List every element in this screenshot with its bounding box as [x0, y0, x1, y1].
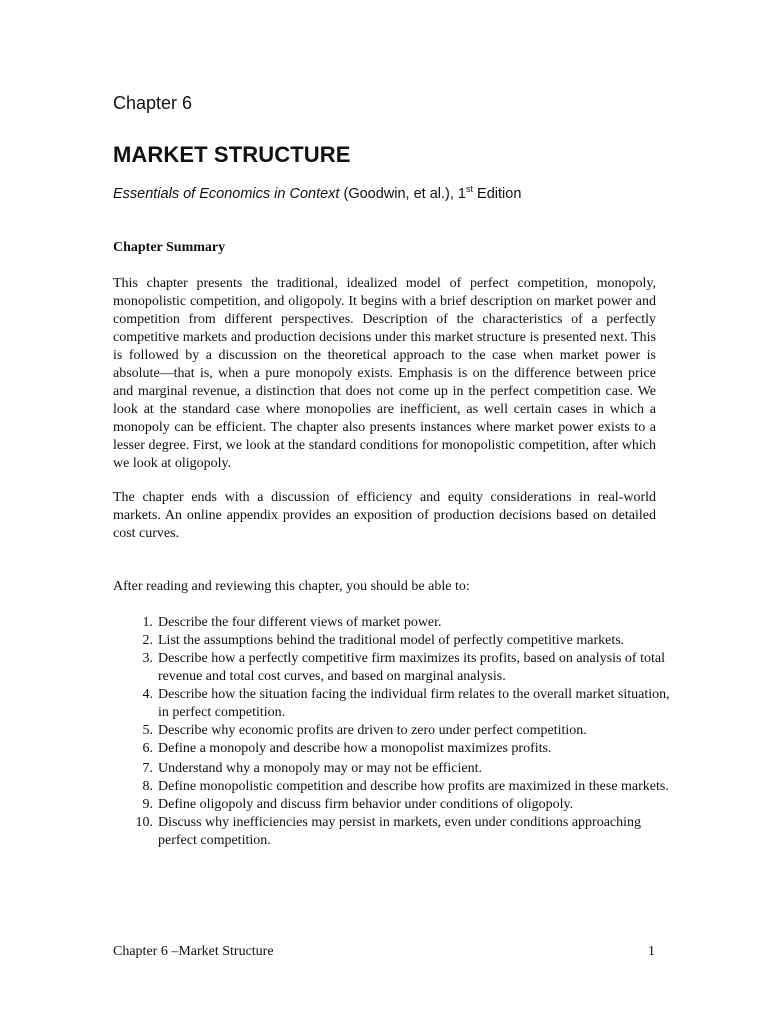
list-text: Describe how a perfectly competitive firm maximizes its profits, based on analysis of total revenue and total cost curves, and based on marginal analysis. — [158, 651, 665, 684]
list-number: 3. — [142, 651, 153, 666]
list-item — [113, 778, 673, 796]
edition-superscript: st — [466, 184, 474, 195]
list-item — [113, 740, 673, 758]
list-text: List the assumptions behind the traditional model of perfectly competitive markets. — [158, 633, 625, 648]
page-number: 1 — [648, 944, 655, 959]
list-text: Discuss why inefficiencies may persist in markets, even under conditions approaching perfect competition. — [158, 815, 642, 848]
list-number: 2. — [142, 633, 153, 648]
edition-label: Edition — [473, 186, 522, 202]
list-number: 10. — [135, 815, 153, 830]
list-text: Define a monopoly and describe how a monopolist maximizes profits. — [158, 741, 552, 756]
list-text: Describe why economic profits are driven to zero under perfect competition. — [158, 723, 587, 738]
list-item — [113, 796, 673, 814]
book-meta: (Goodwin, et al.), 1 — [339, 186, 466, 202]
list-text: Define oligopoly and discuss firm behavior under conditions of oligopoly. — [158, 797, 574, 812]
list-item — [113, 614, 673, 632]
summary-paragraph-2: The chapter ends with a discussion of efficiency and equity considerations in real-world markets. An online appendix provides an exposition of production decisions based on detailed cost curves. — [113, 490, 656, 541]
list-item — [113, 760, 673, 778]
summary-paragraph-1: This chapter presents the traditional, idealized model of perfect competition, monopoly, monopolistic competition, and oligopoly. It begins with a brief description on market power and competition from different perspectives. Description of the characteristics of a perfectly competitive markets and production decisions under this market structure is presented next. This is followed by a discussion on the theoretical approach to the case when market power is absolute—that is, when a pure monopoly exists. Emphasis is on the difference between price and marginal revenue, a distinction that does not come up in the perfect competition case. We look at the standard case where monopolies are inefficient, as well certain cases in which a monopoly can be efficient. The chapter also presents instances where market power exists to a lesser degree. First, we look at the standard conditions for monopolistic competition, after which we look at oligopoly. — [113, 276, 656, 471]
list-item — [113, 814, 673, 850]
list-item — [113, 686, 673, 722]
book-citation — [113, 184, 521, 204]
list-number: 4. — [142, 687, 153, 702]
list-number: 5. — [142, 723, 153, 738]
list-number: 9. — [142, 797, 153, 812]
list-number: 8. — [142, 779, 153, 794]
list-text: Define monopolistic competition and describe how profits are maximized in these markets. — [158, 779, 669, 794]
list-item — [113, 650, 673, 686]
objectives-intro: After reading and reviewing this chapter, you should be able to: — [113, 579, 470, 594]
list-item — [113, 632, 673, 650]
section-heading: Chapter Summary — [113, 240, 226, 255]
list-text: Describe the four different views of market power. — [158, 615, 442, 630]
book-title: Essentials of Economics in Context — [113, 186, 340, 202]
list-item — [113, 722, 673, 740]
list-text: Describe how the situation facing the individual firm relates to the overall market situation, in perfect competition. — [158, 687, 670, 720]
list-number: 7. — [142, 761, 153, 776]
list-number: 1. — [142, 615, 153, 630]
list-text: Understand why a monopoly may or may not be efficient. — [158, 761, 482, 776]
list-number: 6. — [142, 741, 153, 756]
page-title: MARKET STRUCTURE — [113, 142, 351, 167]
learning-objectives-list — [113, 614, 673, 850]
chapter-label: Chapter 6 — [113, 93, 193, 113]
running-footer: Chapter 6 –Market Structure — [113, 944, 274, 959]
